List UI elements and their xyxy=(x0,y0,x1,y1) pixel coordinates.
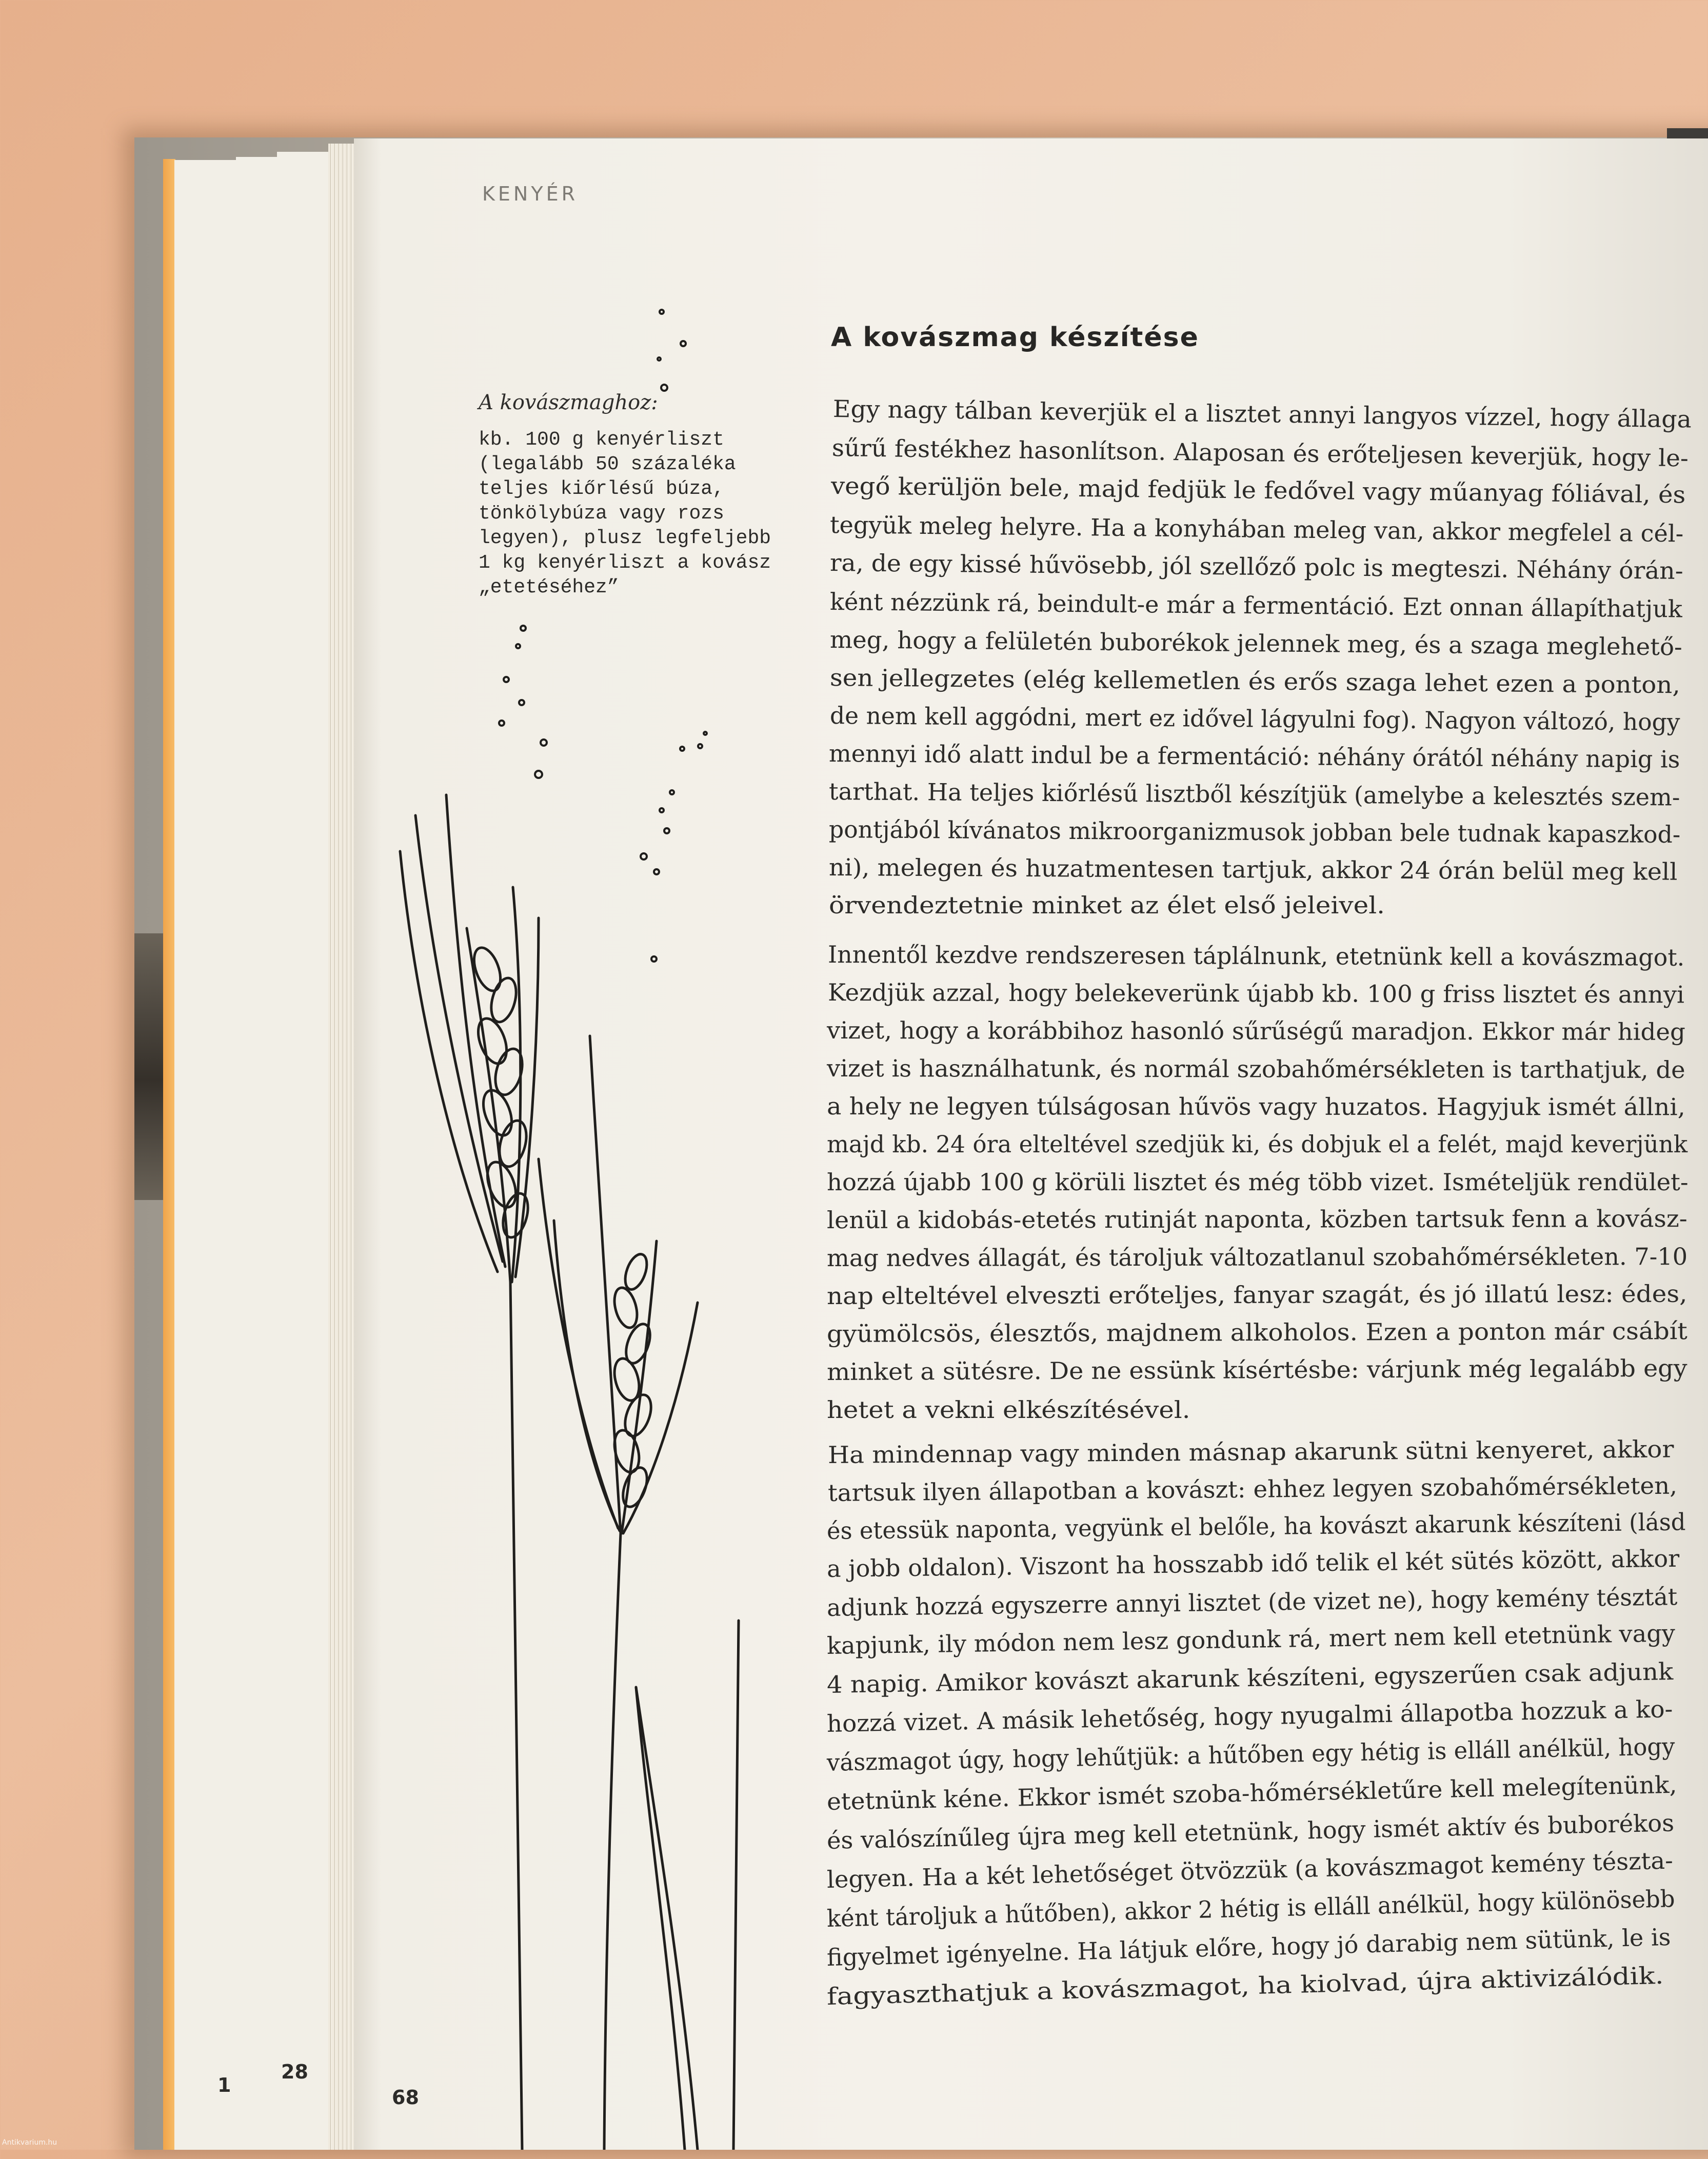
text-line: tarthat. Ha teljes kiőrlésű lisztből készítjük (amelybe a kelesztés szem- xyxy=(828,777,1680,811)
text-line: lenül a kidobás-etetés rutinját naponta, közben tartsuk fenn a kovász- xyxy=(826,1205,1687,1234)
wheat-stem xyxy=(510,1282,522,2150)
ingredient-note-title: A kovászmaghoz: xyxy=(479,391,658,414)
text-line: Kezdjük azzal, hogy belekeverünk újabb kb. 100 g friss lisztet és annyi xyxy=(827,978,1685,1009)
text-line: vegő kerüljön bele, majd fedjük le fedővel vagy műanyag fóliával, és xyxy=(830,472,1686,509)
strip-page-number: 28 xyxy=(281,2061,308,2083)
text-line: és valószínűleg újra meg kell etetnünk, hogy ismét aktív és buborékos xyxy=(826,1809,1675,1854)
section-heading: A kovászmag készítése xyxy=(831,322,1199,353)
wheat-illustration xyxy=(369,287,831,2150)
text-line: adjunk hozzá egyszerre annyi lisztet (de vizet ne), hogy kemény tésztát xyxy=(826,1583,1678,1622)
text-line: hozzá újabb 100 g körüli lisztet és még több vizet. Ismételjük rendület- xyxy=(827,1168,1689,1196)
text-line: Egy nagy tálban keverjük el a lisztet annyi langyos vízzel, hogy állaga xyxy=(832,395,1692,433)
previous-page-strip xyxy=(277,152,329,2150)
text-line: tartsuk ilyen állapotban a kovászt: ehhez legyen szobahőmérsékleten, xyxy=(827,1471,1678,1507)
text-line: hetet a vekni elkészítésével. xyxy=(827,1396,1190,1424)
text-line: vászmagot úgy, hogy lehűtjük: a hűtőben egy hétig is elláll anélkül, hogy xyxy=(826,1732,1675,1776)
running-head: KENYÉR xyxy=(482,183,578,205)
watermark: Antikvarium.hu xyxy=(2,2138,57,2147)
wheat-stem xyxy=(733,1621,739,2150)
text-line: pontjából kívánatos mikroorganizmusok jobban bele tudnak kapaszkod- xyxy=(828,815,1681,849)
text-line: kapjunk, ily módon nem lesz gondunk rá, mert nem kell etetnünk vagy xyxy=(826,1619,1676,1660)
text-line: nap elteltével elveszti erőteljes, fanyar szagát, és jó illatú lesz: édes, xyxy=(826,1280,1687,1310)
wheat-leaf xyxy=(636,1687,685,2150)
wheat-ear xyxy=(539,1036,698,1533)
text-line: fagyaszthatjuk a kovászmagot, ha kiolvad, újra aktivizálódik. xyxy=(826,1961,1664,2010)
text-line: örvendeztetnie minket az élet első jeleivel. xyxy=(829,891,1385,919)
text-line: etetnünk kéne. Ekkor ismét szoba-hőmérsékletűre kell melegítenünk, xyxy=(826,1770,1677,1815)
page-number: 68 xyxy=(392,2086,419,2109)
text-line: minket a sütésre. De ne essünk kísértésbe: várjunk még legalább egy xyxy=(826,1354,1687,1386)
text-line: 4 napig. Amikor kovászt akarunk készíteni, egyszerűen csak adjunk xyxy=(826,1657,1674,1698)
text-line: ként nézzünk rá, beindult-e már a fermentáció. Ezt onnan állapíthatjuk xyxy=(829,588,1683,623)
text-line: gyümölcsös, élesztős, majdnem alkoholos. Ezen a ponton már csábít xyxy=(826,1317,1687,1348)
text-line: meg, hogy a felületén buborékok jelennek meg, és a szaga meglehető- xyxy=(829,626,1683,661)
text-line: hozzá vizet. A másik lehetőség, hogy nyugalmi állapotba hozzuk a ko- xyxy=(826,1695,1673,1737)
text-line: mennyi idő alatt indul be a fermentáció: néhány órától néhány napig is xyxy=(828,739,1680,773)
strip-page-number: 1 xyxy=(217,2074,231,2096)
previous-page-strip xyxy=(236,157,278,2150)
text-line: ni), melegen és huzatmentesen tartjuk, akkor 24 órán belül meg kell xyxy=(828,853,1678,886)
text-line: és etessük naponta, vegyünk el belőle, ha kovászt akarunk készíteni (lásd xyxy=(826,1508,1686,1545)
wheat-ear xyxy=(400,795,539,1282)
text-line: de nem kell aggódni, mert ez idővel lágyulni fog). Nagyon változó, hogy xyxy=(829,702,1680,736)
text-line: vizet is használhatunk, és normál szobahőmérsékleten is tarthatjuk, de xyxy=(826,1054,1685,1084)
text-line: sűrű festékhez hasonlítson. Alaposan és erőteljesen keverjük, hogy le- xyxy=(831,434,1689,472)
ingredient-note-body: kb. 100 g kenyérliszt (legalább 50 százaléka teljes kiőrlésű búza, tönkölybúza vagy rozs legyen), plusz legfeljebb 1 kg kenyérliszt a kovász „etetéséhez” xyxy=(479,429,771,598)
text-line: mag nedves állagát, és tároljuk változatlanul szobahőmérsékleten. 7-10 xyxy=(826,1243,1688,1272)
text-line: ként tároljuk a hűtőben), akkor 2 hétig is elláll anélkül, hogy különösebb xyxy=(826,1885,1676,1932)
previous-page-strip xyxy=(174,160,237,2150)
text-line: figyelmet igényelne. Ha látjuk előre, hogy jó darabig nem sütünk, le is xyxy=(826,1923,1671,1971)
text-line: tegyük meleg helyre. Ha a konyhában meleg van, akkor megfelel a cél- xyxy=(829,511,1684,548)
text-line: ra, de egy kissé hűvösebb, jól szellőző polc is megteszi. Néhány órán- xyxy=(829,549,1683,585)
orange-page-edge xyxy=(163,159,175,2150)
text-line: vizet, hogy a korábbihoz hasonló sűrűségű maradjon. Ekkor már hideg xyxy=(826,1016,1685,1046)
text-line: a jobb oldalon). Viszont ha hosszabb idő telik el két sütés között, akkor xyxy=(826,1544,1680,1583)
text-line: majd kb. 24 óra elteltével szedjük ki, és dobjuk el a felét, majd keverjünk xyxy=(827,1130,1688,1158)
text-line: Ha mindennap vagy minden másnap akarunk sütni kenyeret, akkor xyxy=(827,1435,1674,1469)
text-line: a hely ne legyen túlságosan hűvös vagy huzatos. Hagyjuk ismét állni, xyxy=(826,1092,1685,1121)
wheat-leaf xyxy=(636,1687,698,2150)
text-line: Innentől kezdve rendszeresen táplálnunk, etetnünk kell a kovászmagot. xyxy=(827,941,1685,971)
text-line: sen jellegzetes (elég kellemetlen és erős szaga lehet ezen a ponton, xyxy=(829,664,1681,699)
text-line: legyen. Ha a két lehetőséget ötvözzük (a kovászmagot kemény tészta- xyxy=(826,1846,1674,1893)
wheat-stem xyxy=(604,1533,621,2150)
